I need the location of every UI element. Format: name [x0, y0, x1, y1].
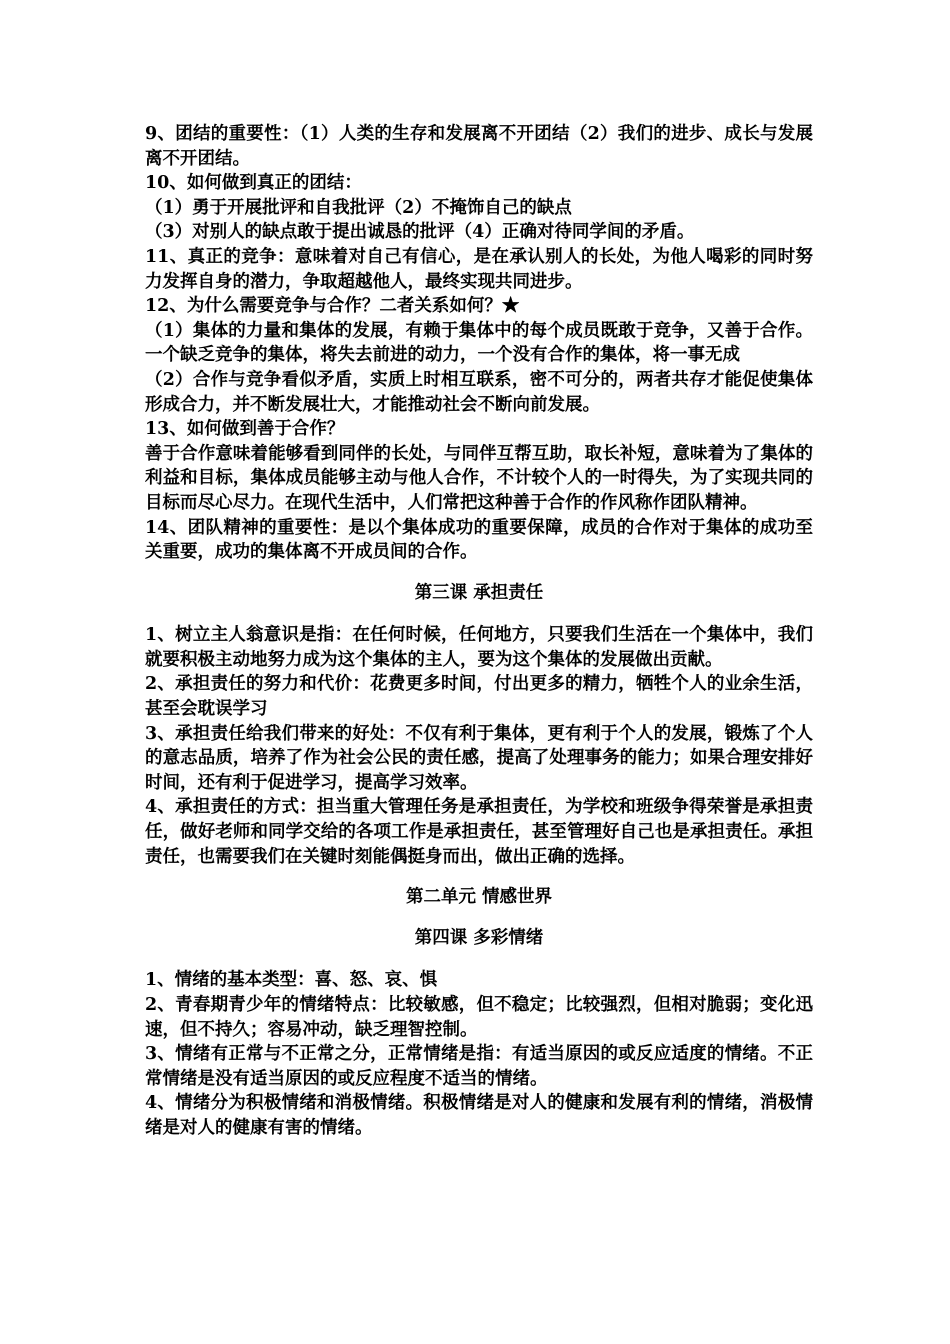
paragraph: 4、承担责任的方式：担当重大管理任务是承担责任，为学校和班级争得荣誉是承担责任，做好老师和同学交给的各项工作是承担责任，甚至管理好自己也是承担责任。承担责任，也需要我们在关键时刻能偶挺身而出，做出正确的选择。: [145, 797, 813, 867]
paragraph: 4、情绪分为积极情绪和消极情绪。积极情绪是对人的健康和发展有利的情绪，消极情绪是对人的健康有害的情绪。: [145, 1093, 813, 1138]
paragraph: 11、真正的竞争：意味着对自己有信心，是在承认别人的长处，为他人喝彩的同时努力发挥自身的潜力，争取超越他人，最终实现共同进步。: [145, 246, 813, 292]
paragraph: （2）合作与竞争看似矛盾，实质上时相互联系，密不可分的，两者共存才能促使集体形成合力，并不断发展壮大，才能推动社会不断向前发展。: [145, 369, 813, 415]
paragraph: 10、如何做到真正的团结：: [145, 173, 362, 194]
paragraph: 12、为什么需要竞争与合作？二者关系如何？★: [145, 296, 520, 317]
lesson-heading: 第三课 承担责任: [414, 582, 544, 603]
paragraph: （1）集体的力量和集体的发展，有赖于集体中的每个成员既敢于竞争，又善于合作。一个缺乏竞争的集体，将失去前进的动力，一个没有合作的集体，将一事无成: [145, 320, 813, 366]
document-page: [145, 122, 813, 1141]
paragraph: 2、承担责任的努力和代价：花费更多时间，付出更多的精力，牺牲个人的业余生活，甚至会耽误学习: [145, 674, 813, 720]
paragraph: 2、青春期青少年的情绪特点：比较敏感，但不稳定；比较强烈，但相对脆弱；变化迅速，但不持久；容易冲动，缺乏理智控制。: [145, 995, 813, 1040]
paragraph: 3、承担责任给我们带来的好处：不仅有利于集体，更有利于个人的发展，锻炼了个人的意志品质，培养了作为社会公民的责任感，提高了处理事务的能力；如果合理安排好时间，还有利于促进学习，提高学习效率。: [145, 723, 813, 793]
paragraph: （3）对别人的缺点敢于提出诚恳的批评（4）正确对待同学间的矛盾。: [145, 222, 695, 243]
paragraph: 9、团结的重要性：（1）人类的生存和发展离不开团结（2）我们的进步、成长与发展离不开团结。: [145, 124, 813, 169]
unit-heading: 第二单元 情感世界: [405, 887, 553, 908]
paragraph: 3、情绪有正常与不正常之分，正常情绪是指：有适当原因的或反应适度的情绪。不正常情绪是没有适当原因的或反应程度不适当的情绪。: [145, 1044, 813, 1089]
paragraph: 1、情绪的基本类型：喜、怒、哀、惧: [145, 970, 438, 991]
paragraph: 1、树立主人翁意识是指：在任何时候，任何地方，只要我们生活在一个集体中，我们就要积极主动地努力成为这个集体的主人，要为这个集体的发展做出贡献。: [145, 625, 813, 670]
paragraph: 善于合作意味着能够看到同伴的长处，与同伴互帮互助，取长补短，意味着为了集体的利益和目标，集体成员能够主动与他人合作，不计较个人的一时得失，为了实现共同的目标而尽心尽力。在现代生活中，人们常把这种善于合作的作风称作团队精神。: [145, 443, 813, 513]
paragraph: （1）勇于开展批评和自我批评（2）不掩饰自己的缺点: [145, 197, 572, 218]
paragraph: 13、如何做到善于合作？: [145, 419, 345, 440]
lesson-heading: 第四课 多彩情绪: [414, 927, 544, 948]
paragraph: 14、团队精神的重要性：是以个集体成功的重要保障，成员的合作对于集体的成功至关重要，成功的集体离不开成员间的合作。: [145, 517, 813, 563]
